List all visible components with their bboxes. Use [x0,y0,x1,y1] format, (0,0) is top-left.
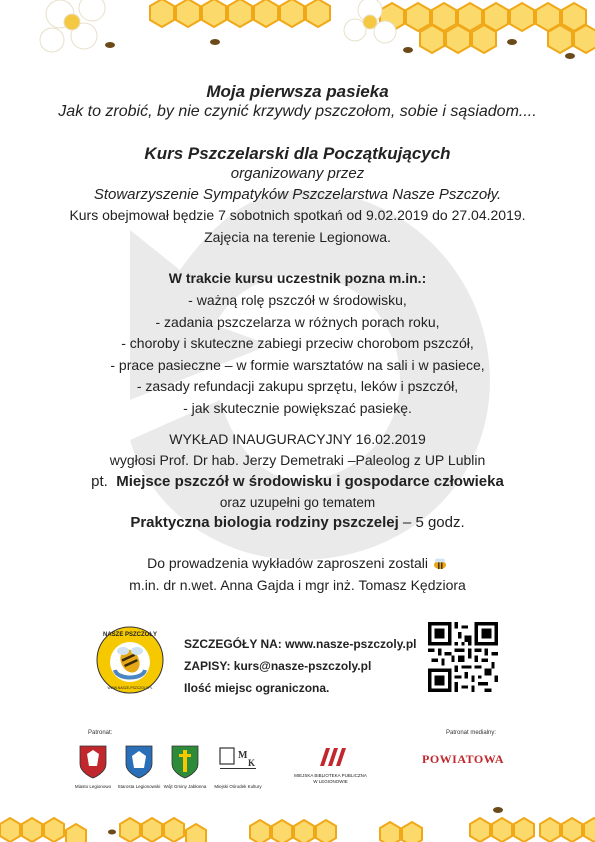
powiatowa-logo: POWIATOWA [422,752,505,766]
legionowo-crest [78,744,108,780]
topic-item: - zadania pszczelarza w różnych porach roku, [155,313,440,330]
second-topic-duration: – 5 godz. [398,514,465,531]
lecture-title-prefix: pt. [91,473,108,490]
lecture-title-line [0,473,595,490]
bee-icon [432,558,448,570]
second-topic-line [0,514,595,531]
topics-list [0,290,595,419]
patron-legionowo-label: Miasto Legionowo [74,784,112,789]
library-label [283,773,378,785]
topic-item: - jak skutecznie powiększać pasiekę. [183,399,412,416]
logo-top-text: NASZE PSZCZOŁY [102,632,158,638]
course-location: Zajęcia na terenie Legionowa. [204,229,391,245]
invited-lecturers: m.in. dr n.wet. Anna Gajda i mgr inż. Tomasz Kędziora [129,577,466,593]
library-logo [290,744,380,772]
invited-line [0,555,595,571]
media-patron-label: Patronat medialny: [446,730,497,736]
organized-by-text: organizowany przez [230,165,365,182]
topic-item: - prace pasieczne – w formie warsztatów na sali i w pasiece, [110,356,485,373]
qr-code[interactable] [428,622,498,692]
lecture-speaker: wygłosi Prof. Dr hab. Jerzy Demetraki –Paleolog z UP Lublin [109,452,486,468]
starosta-crest [124,744,154,780]
course-schedule: Kurs obejmował będzie 7 sobotnich spotkań od 9.02.2019 do 27.04.2019. [69,207,526,223]
nasze-pszczoly-logo [95,625,165,695]
patron-starosta-label: Starosta Legionowski [117,784,161,789]
library-name: MIEJSKA BIBLIOTEKA PUBLICZNA [294,773,367,778]
jablonna-crest [170,744,200,780]
signup-email[interactable]: ZAPISY: kurs@nasze-pszczoly.pl [184,659,372,673]
second-topic: Praktyczna biologia rodziny pszczelej [130,514,399,531]
contact-block [184,633,416,699]
patron-jablonna-label: Wójt Gminy Jabłonna [163,784,207,789]
limited-seats-note: Ilość miejsc ograniczona. [184,681,330,695]
poster-title: Moja pierwsza pasieka [206,82,389,101]
svg-text:K: K [248,758,256,768]
patron-mok-label: Miejski Ośrodek Kultury [214,784,262,789]
poster-subtitle: Jak to zrobić, by nie czynić krzywdy pszczołom, sobie i sąsiadom.... [58,103,537,120]
topic-item: - ważną rolę pszczół w środowisku, [188,292,407,308]
invited-text: Do prowadzenia wykładów zaproszeni zostali [147,555,429,571]
svg-text:M: M [238,750,248,761]
mok-logo [218,744,258,780]
inaugural-lecture: WYKŁAD INAUGURACYJNY 16.02.2019 [169,431,426,447]
course-name: Kurs Pszczelarski dla Początkujących [144,144,451,163]
honeycomb-top-decoration [0,0,595,60]
topics-heading: W trakcie kursu uczestnik pozna m.in.: [168,270,427,286]
details-link[interactable]: SZCZEGÓŁY NA: www.nasze-pszczoly.pl [184,637,417,651]
topic-item: - choroby i skuteczne zabiegi przeciw chorobom pszczół, [121,335,474,351]
organizer-name: Stowarzyszenie Sympatyków Pszczelarstwa Nasze Pszczoły. [93,186,502,203]
honeycomb-bottom-decoration [0,802,595,842]
lecture-title: Miejsce pszczół w środowisku i gospodarce człowieka [116,473,504,490]
logo-bottom-text: WWW.NASZE-PSZCZOLY.PL [107,686,153,690]
topic-item: - zasady refundacji zakupu sprzętu, leków i pszczół, [136,378,459,394]
library-sub: W LEGIONOWIE [313,779,348,784]
patron-label: Patronat: [88,730,113,736]
lecture-supplement: oraz uzupełni go tematem [219,495,376,510]
